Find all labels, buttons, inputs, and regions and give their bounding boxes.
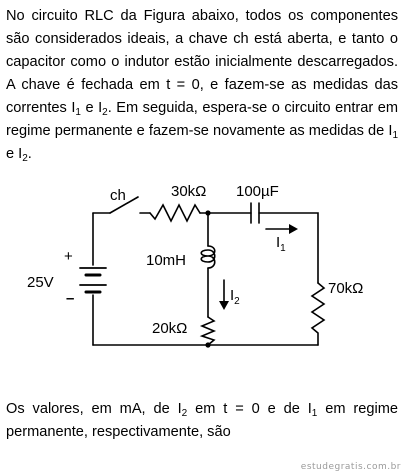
- question-text: No circuito RLC da Figura abaixo, todos os componentes são considerados ideais, a chave ch está aberta, e tanto o capacitor como o indutor estão inicialmente descarregados. A chave é fechada em t = 0, e fazem-se as medidas das correntes I: [6, 8, 398, 116]
- inductor-coil: [201, 246, 215, 268]
- subscript: 2: [181, 408, 188, 419]
- question-text: em t = 0 e de I: [187, 401, 312, 417]
- watermark: estudegratis.com.br: [300, 462, 401, 472]
- resistor-20k: [202, 317, 214, 345]
- i1-label: $I_1$: [276, 234, 286, 254]
- question-text: . Em seguida, espera-se o circuito entrar em regime permanente e fazem-se novamente as medidas de I: [6, 100, 399, 139]
- r3-label: 70kΩ: [328, 280, 364, 297]
- subscript: 2: [102, 107, 108, 118]
- plus-sign: +: [64, 248, 73, 265]
- i2-label: $I_2$: [230, 287, 240, 307]
- question-text: .: [27, 146, 32, 162]
- i2-arrow-head: [219, 301, 229, 310]
- question-paragraph: [6, 5, 398, 166]
- capacitor-label: 100µF: [236, 183, 279, 200]
- question-text: em regime permanente, respectivamente, são: [6, 401, 398, 440]
- inductor-label: 10mH: [146, 252, 187, 269]
- subscript: 1: [311, 408, 318, 419]
- source-label: 25V: [27, 274, 54, 291]
- node-dot: [205, 342, 210, 347]
- r1-label: 30kΩ: [171, 183, 207, 200]
- resistor-70k: [312, 283, 324, 345]
- resistor-30k: [150, 205, 200, 221]
- r2-label: 20kΩ: [152, 320, 188, 337]
- node-dot: [205, 210, 210, 215]
- rlc-circuit-diagram: [0, 170, 407, 385]
- question-text: e I: [6, 146, 23, 162]
- question-text: e I: [80, 100, 103, 116]
- subscript: 1: [75, 107, 81, 118]
- minus-sign: –: [66, 290, 75, 307]
- i1-arrow-head: [289, 224, 298, 234]
- subscript: 2: [22, 153, 28, 164]
- question-text: Os valores, em mA, de I: [6, 401, 182, 417]
- switch-label: ch: [110, 187, 126, 204]
- wire-top-right: [259, 213, 318, 283]
- subscript: 1: [392, 130, 398, 141]
- question-paragraph-2: [6, 398, 398, 444]
